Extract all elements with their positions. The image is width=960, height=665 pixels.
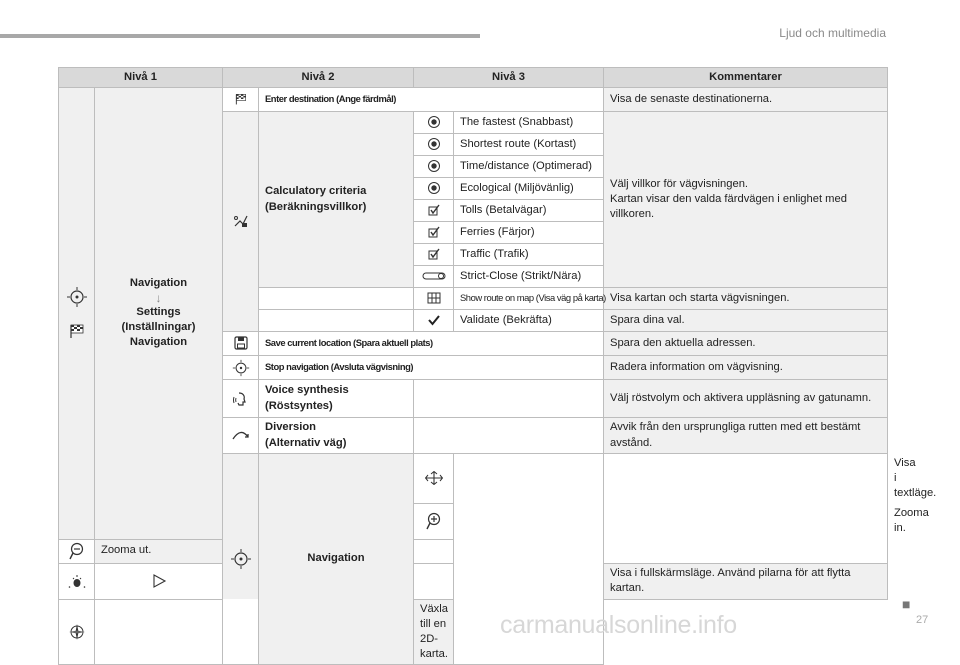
voice-label	[259, 380, 414, 418]
voice-label-line-1: Voice synthesis	[265, 384, 349, 397]
criteria-comment	[604, 112, 888, 288]
show-route-label: Show route on map (Visa väg på karta)	[454, 288, 604, 310]
play-icon-cell	[95, 563, 223, 599]
checkbox-icon-cell	[414, 200, 454, 222]
criteria-icon-cell	[223, 112, 259, 332]
voice-head-icon	[232, 390, 250, 408]
show-route-comment: Visa kartan och starta vägvisningen.	[604, 288, 888, 310]
nav-level-top: Navigation	[129, 277, 188, 290]
header-comments: Kommentarer	[604, 68, 888, 88]
criteria-comment-line-2: Kartan visar den valda färdvägen i enlighet med villkoren.	[610, 192, 847, 221]
empty-cell	[259, 288, 414, 310]
header-bar	[0, 34, 480, 38]
enter-destination-label: Enter destination (Ange färdmål)	[259, 88, 604, 112]
voice-icon-cell	[223, 380, 259, 418]
stop-icon-cell	[223, 356, 259, 380]
empty-cell	[604, 454, 888, 564]
stop-nav-label: Stop navigation (Avsluta vägvisning)	[259, 356, 604, 380]
page-number: 27	[916, 614, 929, 626]
empty-cell	[95, 599, 259, 664]
table-row: Zooma in.	[59, 504, 888, 539]
voice-label-line-2: (Röstsyntes)	[265, 399, 333, 412]
navigation-target-icon	[232, 359, 250, 377]
text-mode-icon-cell	[414, 454, 454, 504]
hand-pan-icon	[68, 573, 86, 589]
table-row	[59, 88, 888, 112]
fullscreen-icon-cell	[59, 563, 95, 599]
stop-nav-comment: Radera information om vägvisning.	[604, 356, 888, 380]
header-level-2: Nivå 2	[223, 68, 414, 88]
nav-path-cell	[95, 88, 223, 540]
radio-selected-icon	[427, 159, 441, 173]
nav-level-bottom: Navigation	[129, 336, 188, 349]
save-disk-icon	[233, 335, 249, 351]
nav-level-settings: Settings (Inställningar)	[121, 306, 196, 334]
radio-selected-icon	[427, 137, 441, 151]
table-header-row	[59, 68, 888, 88]
route-settings-icon	[233, 213, 249, 229]
criteria-option: Tolls (Betalvägar)	[454, 200, 604, 222]
move-arrows-icon	[425, 471, 443, 485]
map-grid-icon	[426, 290, 442, 306]
criteria-option: Ecological (Miljövänlig)	[454, 178, 604, 200]
diversion-label	[259, 418, 414, 454]
map-2d-icon-cell	[59, 599, 95, 664]
header-level-3: Nivå 3	[414, 68, 604, 88]
criteria-label: Calculatory criteria (Beräkningsvillkor)	[259, 112, 414, 288]
criteria-option: Shortest route (Kortast)	[454, 134, 604, 156]
map-action-comment: Visa i fullskärmsläge. Använd pilarna för att flytta kartan.	[604, 563, 888, 599]
play-triangle-icon	[151, 573, 167, 589]
empty-cell	[414, 563, 454, 599]
validate-label: Validate (Bekräfta)	[454, 310, 604, 332]
criteria-comment-line-1: Välj villkor för vägvisningen.	[610, 177, 749, 190]
empty-cell	[259, 310, 414, 332]
watermark: carmanualsonline.info	[500, 611, 737, 639]
nav-icon-cell	[59, 88, 95, 540]
slider-icon-cell	[414, 266, 454, 288]
arrow-down-icon: ↓	[155, 291, 162, 306]
diversion-label-line-1: Diversion	[265, 421, 316, 434]
navigation-target-icon	[66, 286, 88, 308]
diversion-arrow-icon	[232, 429, 250, 441]
radio-icon-cell	[414, 156, 454, 178]
save-icon-cell	[223, 332, 259, 356]
map-action-comment: Växla till en 2D-karta.	[414, 599, 454, 664]
radio-icon-cell	[414, 134, 454, 156]
radio-icon-cell	[414, 178, 454, 200]
zoom-in-icon-cell	[414, 504, 454, 539]
zoom-in-icon	[426, 512, 442, 530]
empty-cell	[414, 380, 604, 418]
flag-icon-cell	[223, 88, 259, 112]
section-marker: ■	[902, 596, 911, 612]
criteria-option: Time/distance (Optimerad)	[454, 156, 604, 178]
flag-icon	[68, 322, 86, 340]
section-title: Ljud och multimedia	[779, 26, 886, 40]
slider-icon	[422, 271, 446, 281]
radio-selected-icon	[427, 181, 441, 195]
map-action-comment: Zooma ut.	[95, 539, 223, 563]
compass-icon	[68, 623, 86, 641]
criteria-option: Strict-Close (Strikt/Nära)	[454, 266, 604, 288]
flag-icon	[234, 92, 248, 106]
map-icon-cell	[414, 288, 454, 310]
checkbox-icon-cell	[414, 244, 454, 266]
empty-cell	[414, 418, 604, 454]
header-level-1: Nivå 1	[59, 68, 223, 88]
diversion-label-line-2: (Alternativ väg)	[265, 436, 347, 449]
navigation-target-icon	[230, 548, 252, 570]
zoom-out-icon	[69, 542, 85, 560]
nav2-label: Navigation	[259, 454, 414, 665]
checkbox-icon	[428, 248, 440, 260]
criteria-option: The fastest (Snabbast)	[454, 112, 604, 134]
check-icon-cell	[414, 310, 454, 332]
voice-comment: Välj röstvolym och aktivera uppläsning av gatunamn.	[604, 380, 888, 418]
validate-comment: Spara dina val.	[604, 310, 888, 332]
checkbox-icon-cell	[414, 222, 454, 244]
diversion-comment: Avvik från den ursprungliga rutten med ett bestämt avstånd.	[604, 418, 888, 454]
zoom-out-icon-cell	[59, 539, 95, 563]
diversion-icon-cell	[223, 418, 259, 454]
radio-selected-icon	[427, 115, 441, 129]
save-location-label: Save current location (Spara aktuell plats)	[259, 332, 604, 356]
checkbox-icon	[428, 226, 440, 238]
criteria-option: Traffic (Trafik)	[454, 244, 604, 266]
save-location-comment: Spara den aktuella adressen.	[604, 332, 888, 356]
radio-icon-cell	[414, 112, 454, 134]
enter-destination-comment: Visa de senaste destinationerna.	[604, 88, 888, 112]
table-row: Navigation Visa i textläge.	[59, 454, 888, 504]
checkbox-icon	[428, 204, 440, 216]
checkmark-icon	[428, 314, 440, 326]
criteria-option: Ferries (Färjor)	[454, 222, 604, 244]
